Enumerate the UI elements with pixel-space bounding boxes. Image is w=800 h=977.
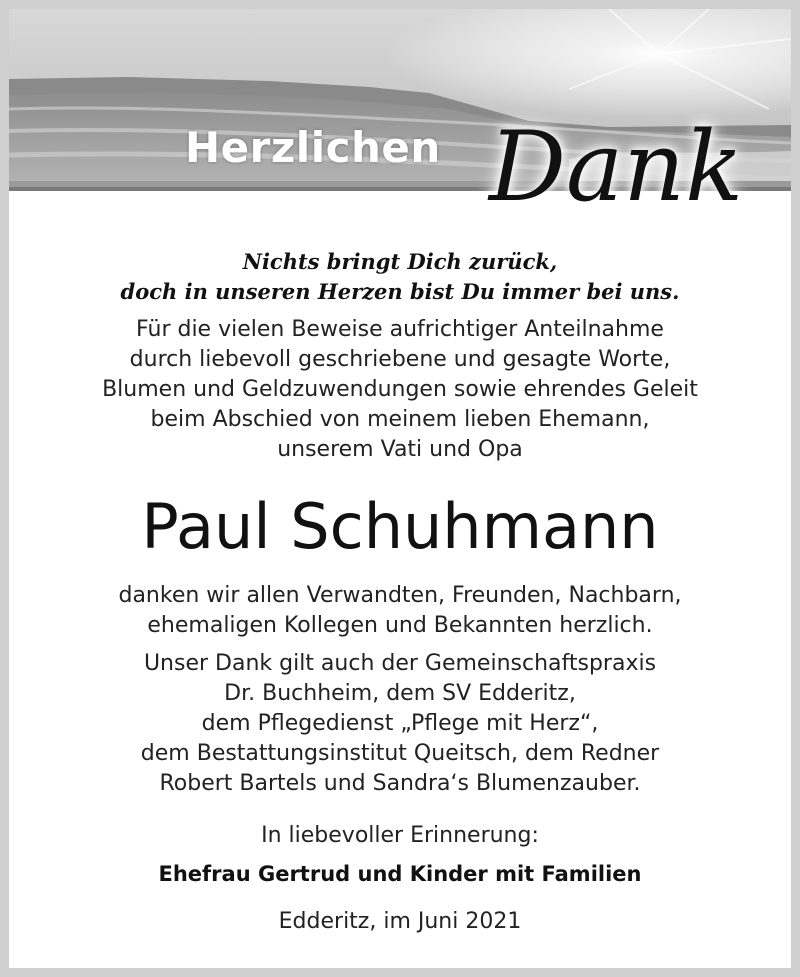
thanks-line: ehemaligen Kollegen und Bekannten herzlich. <box>147 613 653 638</box>
intro-line: Für die vielen Beweise aufrichtiger Anteilnahme <box>136 317 664 342</box>
special-thanks-line: dem Pflegedienst „Pflege mit Herz“, <box>201 711 599 736</box>
special-thanks-line: Robert Bartels und Sandra‘s Blumenzauber. <box>159 771 641 796</box>
intro-line: durch liebevoll geschriebene und gesagte Worte, <box>129 347 671 372</box>
intro-line: beim Abschied von meinem lieben Ehemann, <box>150 407 650 432</box>
place-date: Edderitz, im Juni 2021 <box>278 909 522 934</box>
special-thanks-paragraph <box>9 649 791 799</box>
obituary-card <box>9 9 791 968</box>
thanks-paragraph <box>9 581 791 641</box>
signature: Ehefrau Gertrud und Kinder mit Familien <box>158 862 642 886</box>
motto <box>9 247 791 307</box>
motto-line: doch in unseren Herzen bist Du immer bei uns. <box>120 279 680 304</box>
special-thanks-line: Unser Dank gilt auch der Gemeinschaftspraxis <box>143 651 657 676</box>
deceased-name: Paul Schuhmann <box>141 490 659 563</box>
intro-paragraph <box>9 315 791 465</box>
title-herzlichen: Herzlichen <box>185 123 441 172</box>
closing-line: In liebevoller Erinnerung: <box>261 823 539 848</box>
motto-line: Nichts bringt Dich zurück, <box>242 249 558 274</box>
intro-line: Blumen und Geldzuwendungen sowie ehrendes Geleit <box>102 377 698 402</box>
special-thanks-line: dem Bestattungsinstitut Queitsch, dem Redner <box>140 741 660 766</box>
intro-line: unserem Vati und Opa <box>277 437 523 462</box>
special-thanks-line: Dr. Buchheim, dem SV Edderitz, <box>224 681 576 706</box>
thanks-line: danken wir allen Verwandten, Freunden, Nachbarn, <box>118 583 682 608</box>
obituary-text <box>9 247 791 937</box>
title-dank: Dank <box>489 111 744 223</box>
